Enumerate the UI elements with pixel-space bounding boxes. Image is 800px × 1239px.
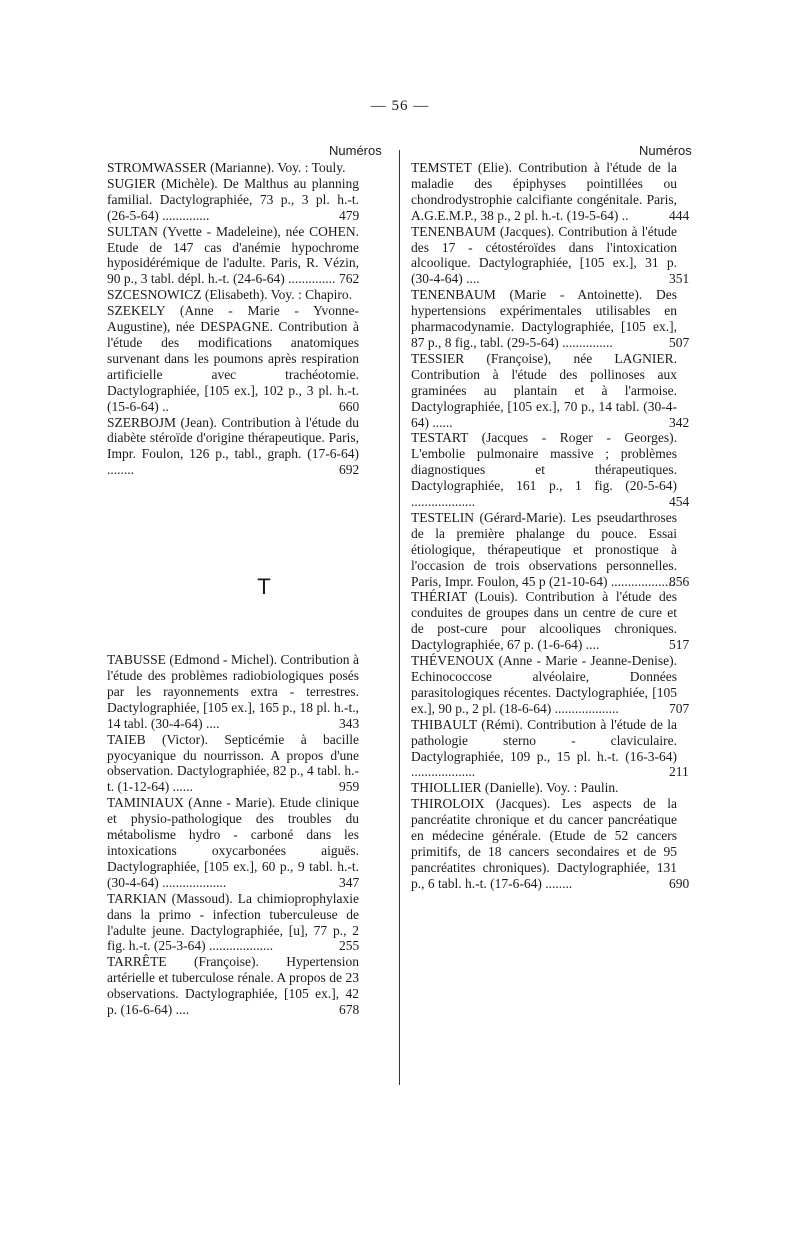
index-entry: [411, 796, 690, 891]
section-letter: T: [257, 574, 271, 600]
entry-number: 444: [669, 207, 690, 223]
index-entry: [107, 160, 361, 176]
column-header-right: Numéros: [639, 143, 692, 158]
index-entry: [107, 954, 361, 1018]
index-entry: [107, 287, 361, 303]
entry-text: SZCESNOWICZ (Elisabeth). Voy. : Chapiro.: [107, 287, 352, 303]
left-entries-t: [107, 652, 361, 1018]
index-entry: [411, 780, 679, 796]
index-entry: [107, 303, 361, 414]
entry-text: TENENBAUM (Marie - Antoinette). Des hypertensions expérimentales utilisables en pharmacodynamie. Dactylographiée, [105 ex.], 87 p., 8 fig., tabl. (29-5-64) ...............: [411, 287, 677, 350]
index-entry: [107, 732, 361, 796]
entry-text: TABUSSE (Edmond - Michel). Contribution à l'étude des problèmes radiobiologiques posés par les rayonnements extra - terrestres. Dactylographiée, [105 ex.], 165 p., 18 pl. h.-t., 14 tabl. (30-4-64) ....: [107, 652, 359, 731]
right-column: [411, 160, 690, 892]
entry-text: THÉRIAT (Louis). Contribution à l'étude des conduites de groupes dans un centre de cure et de post-cure pour alcooliques chroniques. Dactylographiée, 67 p. (1-6-64) ....: [411, 589, 677, 653]
entry-number: 959: [339, 779, 360, 795]
index-entry: [411, 287, 690, 351]
entry-text: SULTAN (Yvette - Madeleine), née COHEN. Etude de 147 cas d'anémie hypochrome hyposidérémique de l'adulte. Paris, R. Vézin, 90 p., 3 tabl. dépl. h.-t. (24-6-64) ..............: [107, 223, 359, 287]
entry-number: 255: [339, 938, 360, 954]
entry-number: 762: [339, 271, 360, 287]
right-entries: [411, 160, 690, 892]
entry-text: STROMWASSER (Marianne). Voy. : Touly.: [107, 160, 346, 175]
entry-text: SUGIER (Michèle). De Malthus au planning familial. Dactylographiée, 73 p., 3 pl. h.-t. (26-5-64) ..............: [107, 175, 359, 223]
entry-number: 856: [669, 573, 690, 589]
entry-text: TESSIER (Françoise), née LAGNIER. Contribution à l'étude des pollinoses aux graminées au plantain et à l'armoise. Dactylographiée, [105 ex.], 70 p., 14 tabl. (30-4-64) ......: [411, 350, 677, 430]
index-entry: [107, 224, 361, 288]
entry-number: 347: [339, 874, 360, 890]
entry-text: TARRÊTE (Françoise). Hypertension artérielle et tuberculose rénale. A propos de 23 observations. Dactylographiée, [105 ex.], 42 p. (16-6-64) ....: [107, 954, 359, 1018]
entry-text: THIBAULT (Rémi). Contribution à l'étude de la pathologie sterno - claviculaire. Dactylographiée, 109 p., 15 pl. h.-t. (16-3-64) ...................: [411, 716, 677, 780]
index-entry: [107, 795, 361, 890]
index-entry: [411, 160, 690, 224]
entry-number: 479: [339, 207, 360, 223]
entry-number: 342: [669, 414, 690, 430]
index-entry: [411, 223, 690, 288]
entry-text: TEMSTET (Elie). Contribution à l'étude de la maladie des épiphyses pointillées ou chondrodystrophie calcifiante congénitale. Paris, A.G.E.M.P., 38 p., 2 pl. h.-t. (19-5-64) ..: [411, 160, 677, 223]
entry-number: 692: [339, 462, 360, 478]
entry-text: TESTART (Jacques - Roger - Georges). L'embolie pulmonaire massive ; problèmes diagnostiques et thérapeutiques. Dactylographiée, 161 p., 1 fig. (20-5-64) ...................: [411, 430, 677, 510]
entry-number: 507: [669, 334, 690, 350]
column-header-left: Numéros: [329, 143, 382, 158]
entry-text: TESTELIN (Gérard-Marie). Les pseudarthroses de la première phalange du pouce. Essai étiologique, thérapeutique et pronostique à l'occasion de trois observations personnelles. Paris, Impr. Foulon, 45 p (21-10-64) ...................: [411, 509, 677, 589]
index-entry: [107, 652, 361, 732]
left-entries-s: [107, 160, 361, 478]
entry-text: SZERBOJM (Jean). Contribution à l'étude du diabète stéroïde d'origine thérapeutique. Paris, Impr. Foulon, 126 p., tabl., graph. (17-6-64) ........: [107, 414, 359, 478]
entry-number: 351: [669, 271, 690, 287]
entry-number: 343: [339, 715, 360, 731]
entry-text: SZEKELY (Anne - Marie - Yvonne-Augustine), née DESPAGNE. Contribution à l'étude des modifications anatomiques survenant dans les poumons après respiration artificielle avec trachéotomie. Dactylographiée, [105 ex.], 102 p., 3 pl. h.-t. (15-6-64) ..: [107, 303, 359, 414]
entry-text: TAMINIAUX (Anne - Marie). Etude clinique et physio-pathologique des troubles du métabolisme hydro - carboné dans les intoxications oxycarbonées aiguës. Dactylographiée, [105 ex.], 60 p., 9 tabl. h.-t. (30-4-64) ...................: [107, 795, 359, 890]
entry-text: TENENBAUM (Jacques). Contribution à l'étude des 17 - cétostéroïdes dans l'intoxication alcoolique. Dactylographiée, [105 ex.], 31 p. (30-4-64) ....: [411, 223, 677, 287]
column-divider: [399, 150, 400, 1085]
entry-number: 517: [669, 637, 690, 653]
page-number: — 56 —: [370, 98, 430, 114]
index-entry: [107, 891, 361, 955]
entry-number: 454: [669, 494, 690, 510]
entry-number: 707: [669, 700, 690, 716]
entry-text: TARKIAN (Massoud). La chimioprophylaxie dans la primo - infection tuberculeuse de l'adulte jeune. Dactylographiée, [u], 77 p., 2 fig. h.-t. (25-3-64) ...................: [107, 890, 359, 954]
entry-text: TAIEB (Victor). Septicémie à bacille pyocyanique du nourrisson. A propos d'une observation. Dactylographiée, 82 p., 4 tabl. h.-t. (1-12-64) ......: [107, 731, 359, 795]
entry-text: THÉVENOUX (Anne - Marie - Jeanne-Denise). Echinococcose alvéolaire, Données parasitologiques récentes. Dactylographiée, [105 ex.], 90 p., 2 pl. (18-6-64) ...................: [411, 653, 677, 716]
entry-text: THIROLOIX (Jacques). Les aspects de la pancréatite chronique et du cancer pancréatique en médecine générale. (Etude de 52 cancers primitifs, de 18 cancers secondaires et de 95 pancréatites chroniques). Dactylographiée, 131 p., 6 tabl. h.-t. (17-6-64) ........: [411, 796, 677, 891]
entry-number: 690: [669, 875, 690, 891]
entry-number: 660: [339, 398, 360, 414]
index-entry: [107, 176, 361, 224]
entry-number: 678: [339, 1002, 360, 1018]
index-entry: [411, 509, 690, 590]
index-entry: [411, 350, 690, 431]
entry-text: THIOLLIER (Danielle). Voy. : Paulin.: [411, 780, 619, 796]
index-entry: [411, 716, 689, 781]
entry-number: 211: [669, 764, 689, 780]
index-entry: [411, 589, 690, 653]
left-column: [107, 160, 361, 1018]
index-entry: [411, 653, 690, 717]
index-entry: [411, 430, 690, 510]
index-entry: [107, 415, 361, 479]
